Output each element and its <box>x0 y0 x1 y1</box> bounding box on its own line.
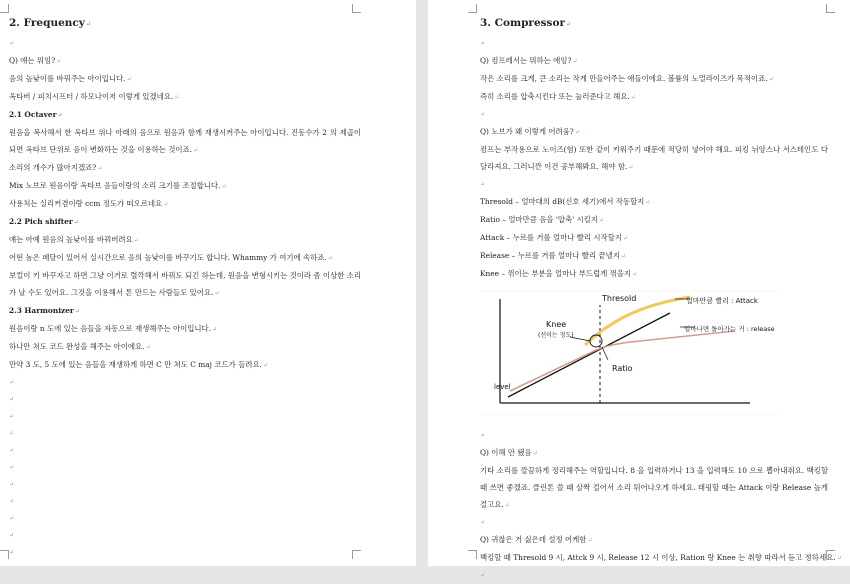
body-paragraph[interactable]: 소리의 개수가 많아지겠죠?↵ <box>9 163 103 172</box>
empty-paragraph[interactable]: ↵ <box>9 515 15 522</box>
subsection-heading-octaver[interactable]: 2.1 Octaver↵ <box>9 110 63 119</box>
crop-mark <box>352 4 361 13</box>
release-label: 얼마나면 돌아가는 거 : release <box>684 325 775 333</box>
knob-item-knee[interactable]: Knee – 꺾이는 부분을 얼마나 부드럽게 꺾을지↵ <box>480 269 638 278</box>
empty-paragraph[interactable]: ↵ <box>9 447 15 454</box>
empty-paragraph[interactable]: ↵ <box>480 572 486 579</box>
body-paragraph[interactable]: 사용처는 실리커겸이랑 ccm 정도가 떠오르네요↵ <box>9 199 169 208</box>
crop-mark <box>0 550 9 559</box>
knob-item-attack[interactable]: Attack – 누르를 거를 얼마나 빨리 시작할지↵ <box>480 233 628 242</box>
body-paragraph[interactable]: 얘는 아예 원음의 높낮이를 바꿔버려요↵ <box>9 235 139 244</box>
empty-paragraph[interactable]: ↵ <box>480 181 486 188</box>
answer-paragraph[interactable]: 백킹할 때 Thresold 9 시, Attck 9 시, Release 12 시 이상, Ration 랑 Knee 는 취향 따라서 듣고 정하세요.↵ <box>480 553 842 562</box>
answer-paragraph[interactable]: 즉히 소리를 압축시킨다 또는 눌러준다고 해요.↵ <box>480 92 636 101</box>
answer-paragraph[interactable]: 작은 소리를 크게, 큰 소리는 작게 만들어주는 애들이에요. 볼륨의 노멀라이즈가 목적이죠.↵ <box>480 74 774 83</box>
knee-sub-label: (선이는 정도) <box>538 332 574 339</box>
knee-label: Knee <box>546 320 567 329</box>
knob-item-release[interactable]: Release – 누르를 거를 얼마나 빨리 끝낼지↵ <box>480 251 626 260</box>
empty-paragraph[interactable]: ↵ <box>9 396 15 403</box>
empty-paragraph[interactable]: ↵ <box>480 111 486 118</box>
question-paragraph[interactable]: Q) 귀찮은 거 싫은데 설정 어케함↵ <box>480 535 593 544</box>
question-paragraph[interactable]: Q) 노브가 왜 이렇게 어려움?↵ <box>480 127 580 136</box>
body-paragraph[interactable]: 원음을 복사해서 한 옥타브 위나 아래의 음으로 원음과 함께 재생시켜주는 아이입니다. 진동수가 2 의 제곱이 되면 옥타브 단위로 음이 변화하는 것을 이용하는 것이죠.↵ <box>9 128 361 154</box>
threshold-label: Thresold <box>602 294 637 303</box>
question-paragraph[interactable]: Q) 얘는 뭐임?↵ <box>9 56 62 65</box>
body-paragraph[interactable]: 어떤 놈은 페달이 있어서 실시간으로 음의 높낮이를 바꾸기도 합니다. Whammy 가 여기에 속하죠.↵ <box>9 253 333 262</box>
section-title-compressor[interactable]: 3. Compressor↵ <box>480 17 572 29</box>
subsection-heading-harmonizer[interactable]: 2.3 Harmonizer↵ <box>9 306 80 315</box>
body-paragraph[interactable]: 하나만 쳐도 코드 완성을 해주는 아이에요.↵ <box>9 342 151 351</box>
subsection-heading-pitch-shifter[interactable]: 2.2 Pich shifter↵ <box>9 217 79 226</box>
crop-mark <box>0 4 9 13</box>
body-paragraph[interactable]: 원음이랑 n 도에 있는 음들을 자동으로 재생해주는 아이입니다.↵ <box>9 324 218 333</box>
empty-paragraph[interactable]: ↵ <box>9 549 15 556</box>
empty-paragraph[interactable]: ↵ <box>480 40 486 47</box>
empty-paragraph[interactable]: ↵ <box>480 432 486 439</box>
empty-paragraph[interactable]: ↵ <box>9 532 15 539</box>
section-title-frequency[interactable]: 2. Frequency↵ <box>9 17 91 29</box>
answer-paragraph[interactable]: 음의 높낮이를 바꿔주는 아이입니다.↵ <box>9 74 132 83</box>
crop-mark <box>468 4 477 13</box>
body-paragraph[interactable]: 보컬이 키 바꾸자고 하면 그냥 이거로 렬깍해서 바꿔도 되긴 하는데, 원음을 변형시키는 것이라 좀 이상한 소리가 날 수도 있어요. 그것을 이용해서 톤 만드는 사람들도 있어요.↵ <box>9 271 361 297</box>
answer-paragraph[interactable]: 기타 소리를 깔끔하게 정리해주는 역할입니다. 8 을 입력하거나 13 을 입력해도 10 으로 뽑아내줘요. 백킹할 때 쓰면 좋겠죠. 클린톤 쓸 때 살짝 걸어서 소리 튀어나오게 하세요. 태핑할 때는 Attack 이랑 Release 높게 걸고요.↵ <box>480 466 828 509</box>
empty-paragraph[interactable]: ↵ <box>9 498 15 505</box>
crop-mark <box>826 4 835 13</box>
empty-paragraph[interactable]: ↵ <box>480 519 486 526</box>
crop-mark <box>468 550 477 559</box>
answer-paragraph[interactable]: 컴프는 부작용으로 노이즈(험) 또한 같이 키워주기 때문에 적당히 넣어야 해요. 피킹 뉘앙스나 서스테인도 다 달라져요. 그러니깐 이건 공부해봐요. 해야 함.↵ <box>480 145 828 171</box>
answer-paragraph[interactable]: 옥타버 / 피치시프터 / 하모나이저 이렇게 있겠네요.↵ <box>9 92 180 101</box>
page-left <box>0 0 416 566</box>
level-label: level <box>494 383 511 391</box>
right-page-content <box>480 14 842 584</box>
ratio-label: Ratio <box>612 364 633 373</box>
body-paragraph[interactable]: 만약 3 도, 5 도에 있는 음들을 재생하게 하면 C 만 쳐도 C maj 코드가 들려요.↵ <box>9 360 268 369</box>
question-paragraph[interactable]: Q) 이해 안 됐음↵ <box>480 448 538 457</box>
knob-item-threshold[interactable]: Thresold – 얼마대의 dB(신호 세기)에서 작동할지↵ <box>480 197 651 206</box>
empty-paragraph[interactable]: ↵ <box>9 464 15 471</box>
input-output-line <box>508 313 670 397</box>
empty-paragraph[interactable]: ↵ <box>9 413 15 420</box>
empty-paragraph[interactable]: ↵ <box>9 379 15 386</box>
empty-paragraph[interactable]: ↵ <box>9 481 15 488</box>
attack-label: 얼마만큼 빨리 : Attack <box>686 297 758 305</box>
question-paragraph[interactable]: Q) 컴프레서는 뭐하는 애임?↵ <box>480 56 578 65</box>
compressor-figure[interactable] <box>480 285 780 423</box>
left-page-content <box>9 14 361 561</box>
empty-paragraph[interactable]: ↵ <box>9 40 15 47</box>
empty-paragraph[interactable]: ↵ <box>9 430 15 437</box>
page-right <box>428 0 850 579</box>
release-curve <box>510 331 735 391</box>
body-paragraph[interactable]: Mix 노브로 원음이랑 옥타브 음들이랑의 소리 크기를 조절합니다.↵ <box>9 181 227 190</box>
knob-item-ratio[interactable]: Ratio – 얼마만큼 음을 '압축' 시킬지↵ <box>480 215 604 224</box>
